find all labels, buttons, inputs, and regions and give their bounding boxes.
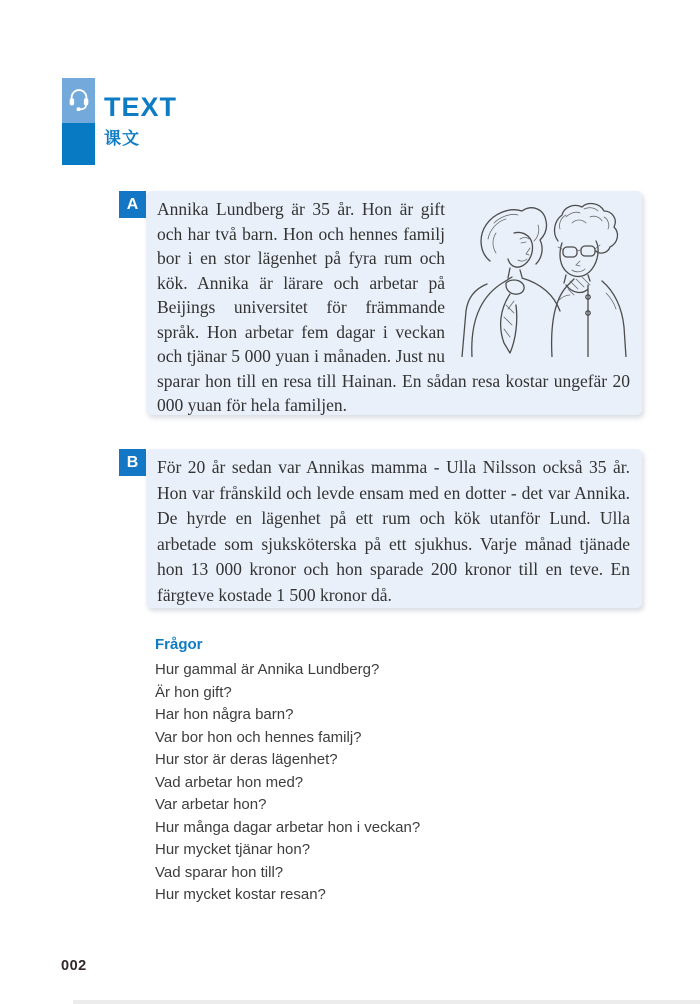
page-subtitle-chinese: 课文 (104, 129, 140, 148)
question-item: Vad sparar hon till? (155, 863, 284, 881)
questions-heading: Frågor (155, 636, 203, 653)
section-a-label: A (119, 191, 146, 218)
brand-bar-lower-block (62, 123, 95, 165)
page-title: TEXT (104, 92, 178, 122)
two-women-illustration (454, 201, 630, 357)
questions-block (155, 636, 575, 907)
brand-text (104, 94, 177, 149)
question-item: Hur stor är deras lägenhet? (155, 751, 338, 768)
brand-bar (62, 78, 95, 165)
section-a-box (146, 191, 642, 415)
headset-icon (66, 85, 92, 116)
question-item: Var arbetar hon? (155, 796, 267, 813)
question-item: Hur mycket tjänar hon? (155, 841, 311, 858)
page-number: 002 (61, 958, 87, 974)
question-item: Vad arbetar hon med? (155, 773, 304, 791)
question-item: Hur gammal är Annika Lundberg? (155, 661, 380, 678)
section-b-box (146, 449, 642, 608)
question-item: Hur mycket kostar resan? (155, 886, 326, 903)
question-item: Har hon några barn? (155, 706, 294, 723)
brand-icon-tile (62, 78, 95, 123)
section-b-label: B (119, 449, 146, 476)
page-bottom-edge (73, 1000, 700, 1004)
question-item: Hur många dagar arbetar hon i veckan? (155, 818, 421, 836)
question-item: Är hon gift? (155, 683, 232, 701)
section-a-text: Annika Lundberg är 35 år. Hon är gift och har två barn. Hon och hennes familj bor i en stor lägenhet på fyra rum och kök. Annika är lärare och arbetar på Beijings universitet för främmande språk. Hon arbetar fem dagar i veckan och tjänar 5 000 yuan i månaden. Just nu sparar hon till en resa till Hainan. En sådan resa kostar ungefär 20 000 yuan för hela familjen. (157, 199, 630, 415)
section-b-text: För 20 år sedan var Annikas mamma - Ulla Nilsson också 35 år. Hon var frånskild och levde ensam med en dotter - det var Annika. De hyrde en lägenhet på ett rum och kök utanför Lund. Ulla arbetade som sjuksköterska på ett sjukhus. Varje månad tjänade hon 13 000 kronor och hon sparade 200 kronor till en teve. En färgteve kostade 1 500 kronor då. (157, 457, 630, 605)
question-item: Var bor hon och hennes familj? (155, 728, 362, 746)
